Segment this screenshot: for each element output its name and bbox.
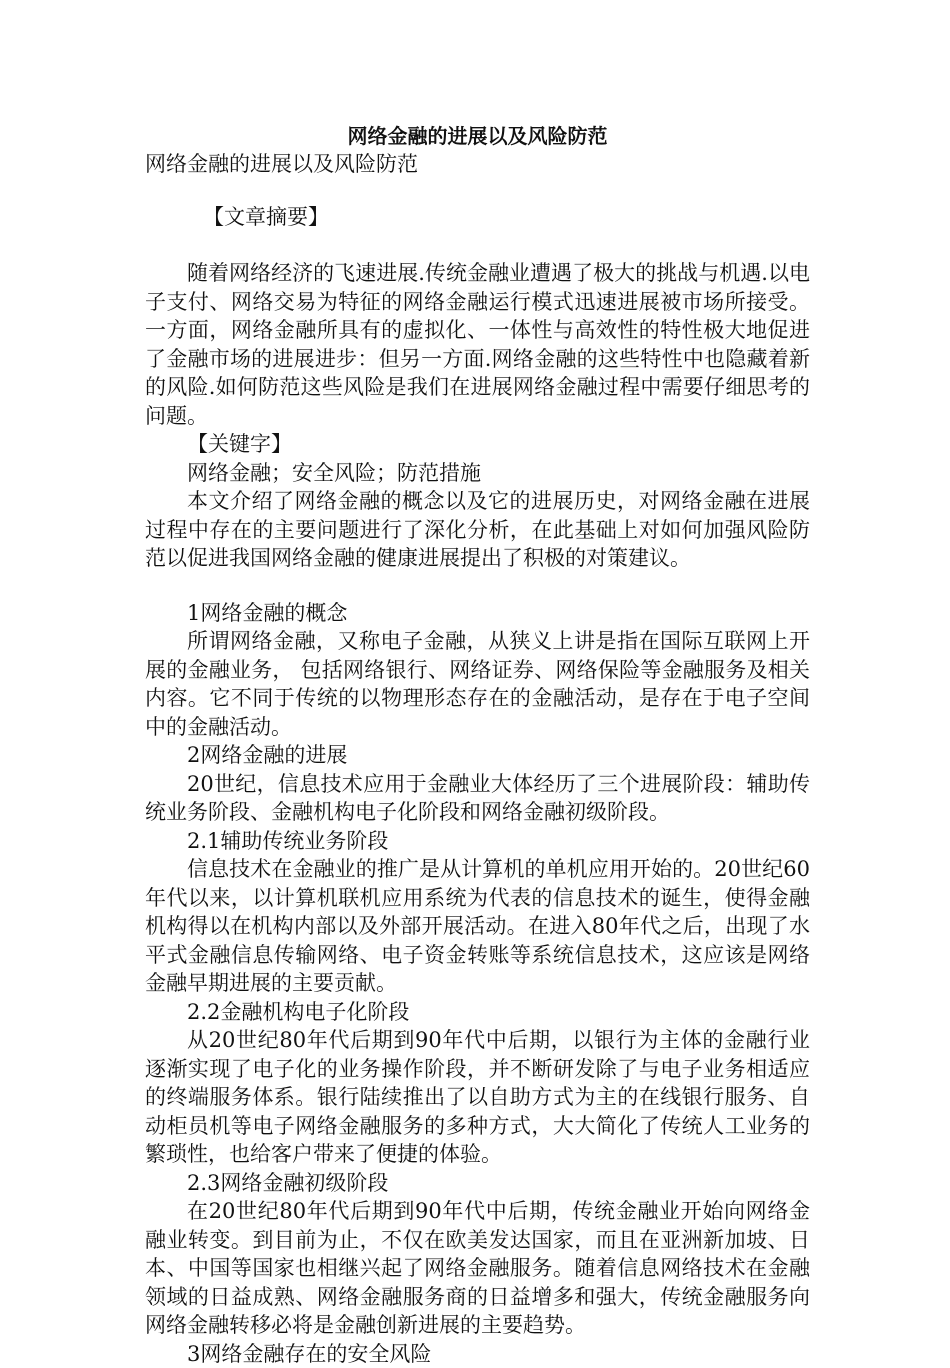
section-2-1-paragraph: 信息技术在金融业的推广是从计算机的单机应用开始的。20世纪60年代以来，以计算机联机应用系统为代表的信息技术的诞生，使得金融机构得以在机构内部以及外部开展活动。在进入80年代之后，出现了水平式金融信息传输网络、电子资金转账等系统信息技术，这应该是网络金融早期进展的主要贡献。: [145, 855, 810, 998]
abstract-heading: 【文章摘要】: [145, 203, 810, 232]
section-2-3-paragraph: 在20世纪80年代后期到90年代中后期，传统金融业开始向网络金融业转变。到目前为止，不仅在欧美发达国家，而且在亚洲新加坡、日本、中国等国家也相继兴起了网络金融服务。随着信息网络技术在金融领域的日益成熟、网络金融服务商的日益增多和强大，传统金融服务向网络金融转移必将是金融创新进展的主要趋势。: [145, 1197, 810, 1340]
section-1-paragraph: 所谓网络金融，又称电子金融，从狭义上讲是指在国际互联网上开展的金融业务， 包括网络银行、网络证券、网络保险等金融服务及相关内容。它不同于传统的以物理形态存在的金融活动，是存在于电子空间中的金融活动。: [145, 627, 810, 741]
abstract-paragraph: 随着网络经济的飞速进展.传统金融业遭遇了极大的挑战与机遇.以电子支付、网络交易为特征的网络金融运行模式迅速进展被市场所接受。一方面，网络金融所具有的虚拟化、一体性与高效性的特性极大地促进了金融市场的进展进步：但另一方面.网络金融的这些特性中也隐藏着新的风险.如何防范这些风险是我们在进展网络金融过程中需要仔细思考的问题。: [145, 259, 810, 430]
section-2-1-heading: 2.1辅助传统业务阶段: [145, 827, 810, 856]
spacer: [145, 179, 810, 203]
intro-paragraph: 本文介绍了网络金融的概念以及它的进展历史，对网络金融在进展过程中存在的主要问题进行了深化分析，在此基础上对如何加强风险防范以促进我国网络金融的健康进展提出了积极的对策建议。: [145, 487, 810, 573]
section-2-heading: 2网络金融的进展: [145, 741, 810, 770]
document-subtitle: 网络金融的进展以及风险防范: [145, 150, 810, 179]
section-3-heading: 3网络金融存在的安全风险: [145, 1340, 810, 1368]
section-1-heading: 1网络金融的概念: [145, 599, 810, 628]
spacer: [145, 231, 810, 259]
section-2-2-heading: 2.2金融机构电子化阶段: [145, 998, 810, 1027]
keywords-heading: 【关键字】: [145, 430, 810, 459]
document-title: 网络金融的进展以及风险防范: [145, 122, 810, 150]
section-2-2-paragraph: 从20世纪80年代后期到90年代中后期，以银行为主体的金融行业逐渐实现了电子化的业务操作阶段，并不断研发除了与电子业务相适应的终端服务体系。银行陆续推出了以自助方式为主的在线银行服务、自动柜员机等电子网络金融服务的多种方式，大大简化了传统人工业务的繁琐性，也给客户带来了便捷的体验。: [145, 1026, 810, 1169]
section-2-3-heading: 2.3网络金融初级阶段: [145, 1169, 810, 1198]
spacer: [145, 573, 810, 599]
document-page: [145, 122, 810, 1368]
section-2-paragraph: 20世纪，信息技术应用于金融业大体经历了三个进展阶段：辅助传统业务阶段、金融机构电子化阶段和网络金融初级阶段。: [145, 770, 810, 827]
keywords-text: 网络金融；安全风险；防范措施: [145, 459, 810, 488]
